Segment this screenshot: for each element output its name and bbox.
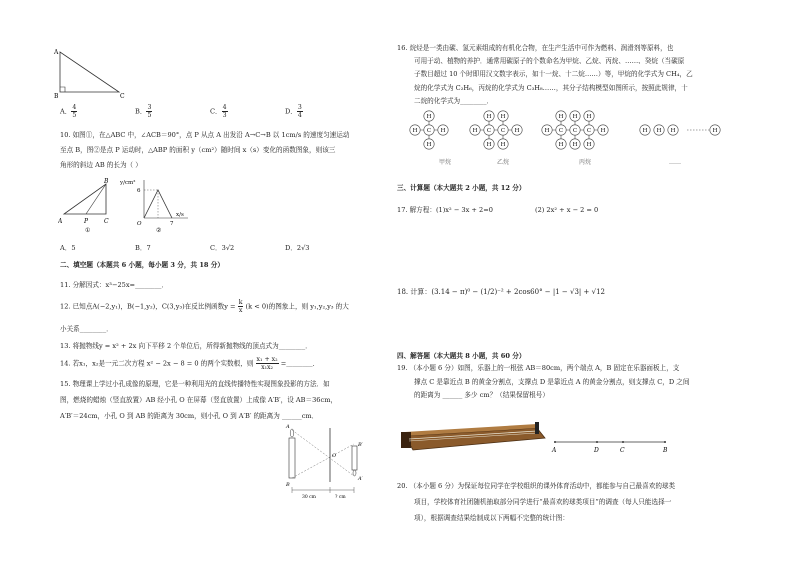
hydrogen-atom-label: H [558,114,564,120]
q18-text: 18. 计算：(3.14 − π)⁰ − (1/2)⁻² + 2cos60° − |1 − √3| + √12 [397,288,605,296]
svg-text:O: O [332,453,337,459]
q10-options [60,244,390,252]
svg-text:……: …… [669,159,681,166]
q10-option-b[interactable]: B．7 [135,244,151,252]
svg-text:7: 7 [170,221,174,227]
q15-pinhole-figure [282,424,374,500]
hydrogen-atom-label: H [572,114,578,120]
svg-text:B: B [663,447,668,454]
hydrogen-atom-label: H [544,128,550,134]
instrument-body [401,422,545,450]
svg-text:O: O [137,221,142,227]
carbon-atom-label: C [572,128,578,134]
section-4-heading: 四、解答题（本大题共 8 小题，共 60 分） [397,352,526,360]
carbon-atom-label: C [500,128,506,134]
hydrogen-atom-label: H [500,142,506,148]
q19-text: 19. （本小题 6 分）如图，乐器上的一根弦 AB＝80cm，两个端点 A，B 固定在乐器面板上，支 撑点 C 是靠近点 B 的黄金分割点，支撑点 D 是靠近点 A 的黄金分割点，则支撑点 C，D 之间 的距离为 ______ 多少 cm？（结果保留根号） [397,364,690,399]
svg-text:x/s: x/s [176,212,184,218]
q9-option-d[interactable]: D． $\frac{3}{4}$ [285,104,302,119]
q10-option-d[interactable]: D．2√3 [285,244,310,252]
hydrogen-atom-label: H [586,142,592,148]
hydrogen-atom-label: H [670,128,676,134]
hydrogen-atom-label: H [642,128,648,134]
q17-part1: 17. 解方程：(1)x² − 3x + 2=0 [397,206,493,214]
svg-text:y/cm²: y/cm² [120,180,136,186]
q11-text: 11. 分解因式：x³−25x=________． [60,281,169,289]
q10-option-c[interactable]: C．3√2 [210,244,235,252]
svg-text:甲烷: 甲烷 [439,159,452,166]
section-2-heading: 二、填空题（本题共 6 小题，每小题 3 分，共 18 分） [60,261,224,269]
hydrogen-atom-label: H [440,128,446,134]
hydrogen-atom-label: H [486,114,492,120]
svg-text:A: A [54,49,59,56]
svg-text:A: A [286,424,290,430]
q17-part2: (2) 2x² + x − 2 = 0 [535,206,599,214]
q16-text: 16. 烷烃是一类由碳、氢元素组成的有机化合物，在生产生活中可作为燃料、润滑剂等原料，也 可用于动、植物的养护．通常用碳原子的个数命名为甲烷、乙烷、丙烷、……、癸烷（当碳原 子数目超过 10 个时即用汉文数字表示，如十一烷、十二烷……）等，甲烷的化学式为 CH₄，乙 烷的化学式为 C₂H₆，丙烷的化学式为 C₃H₈……，其分子结构模型如图所示，按照此规律，十 二烷的化学式为________． [397,44,693,105]
hydrogen-atom-label: H [426,142,432,148]
q15-text: 15. 物理课上学过小孔成像的原理，它是一种利用光的直线传播特性实现图象投影的方法．如 图，燃烧的蜡烛（竖直放置）AB 经小孔 O 在屏幕（竖直放置）上成像 A′B′，设 AB＝36cm， A′B′＝24cm，小孔 O 到 AB 的距离为 30cm，则小孔 O 到 A′B′ 的距离为 ______cm． [60,380,338,420]
hydrogen-atom-label: H [514,128,520,134]
hydrogen-atom-label: H [426,114,432,120]
q16-molecule-figure [409,106,789,168]
hydrogen-atom-label: H [472,128,478,134]
svg-text:①: ① [85,227,91,234]
hydrogen-atom-label: H [572,142,578,148]
svg-text:丙烷: 丙烷 [579,159,592,166]
hydrogen-atom-label: H [600,128,606,134]
carbon-atom-label: C [586,128,592,134]
svg-text:A: A [58,218,63,225]
q19-instrument-figure [401,402,691,464]
svg-text:P: P [84,218,89,225]
hydrogen-atom-label: H [586,114,592,120]
q12-text-cont: 小关系________． [60,325,113,333]
svg-text:C: C [104,218,109,225]
q10-figure-2 [118,176,193,234]
svg-text:? cm: ? cm [335,495,346,500]
hydrogen-atom-label: H [412,128,418,134]
svg-text:A′: A′ [358,476,363,482]
q14-text: 14. 若x₁，x₂是一元二次方程 x² − 2x − 8 = 0 的两个实数根，则 $\frac{\text{x₁ + x₂}}{\text{x₁x₂}}$ =________． [60,356,320,371]
svg-text:②: ② [156,227,162,234]
hydrogen-atom-label: H [558,142,564,148]
svg-text:A: A [552,447,557,454]
q9-option-b[interactable]: B． $\frac{3}{5}$ [135,104,152,119]
q10-text: 10. 如图①，在△ABC 中，∠ACB＝90°，点 P 从点 A 出发沿 A→C→B 以 1cm/s 的速度匀速运动 至点 B，图②是点 P 运动时，△ABP 的面积 y（cm²）随时间 x（s）变化的函数图象，则该三 角形的斜边 AB 的长为（ ） [60,131,350,169]
svg-text:B: B [104,178,109,185]
q9-options [60,104,390,119]
svg-text:D: D [594,447,599,454]
carbon-atom-label: C [426,128,432,134]
section-3-heading: 三、计算题（本大题共 2 小题，共 12 分） [397,184,526,192]
hydrogen-atom-label: H [500,114,506,120]
svg-text:B′: B′ [358,442,363,448]
carbon-atom-label: C [558,128,564,134]
svg-text:B: B [286,482,290,488]
svg-text:B: B [54,93,59,100]
q9-triangle-figure [52,46,132,100]
svg-text:C: C [620,447,625,454]
q10-option-a[interactable]: A．5 [60,244,76,252]
svg-text:C: C [120,93,125,100]
right-column [397,0,794,561]
q20-text: 20. （本小题 6 分）为保证每位同学在学校组织的课外体育活动中，都能参与自己最喜欢的球类 项目，学校体育社团随机抽取部分同学进行“最喜欢的球类项目”的调查（每人只能选择一 项），根据调查结果绘制成以下两幅不完整的统计图： [397,482,676,522]
q9-option-c[interactable]: C． $\frac{4}{3}$ [210,104,227,119]
svg-text:30 cm: 30 cm [302,495,316,500]
carbon-atom-label: C [486,128,492,134]
q13-text: 13. 将抛物线y = x² + 2x 向下平移 2 个单位后，所得新抛物线的顶点式为________． [60,342,312,350]
molecule-models [410,111,720,149]
q10-figure-1 [58,176,118,234]
svg-text:乙烷: 乙烷 [497,159,510,166]
hydrogen-atom-label: H [486,142,492,148]
svg-text:6: 6 [137,188,141,194]
q9-option-a[interactable]: A． $\frac{4}{5}$ [60,104,77,119]
hydrogen-atom-label: H [656,128,662,134]
q12-text: 12. 已知点A(−2,y₁)，B(−1,y₂)，C(3,y₃)在反比例函数y = $\frac{k}{x}$ (k < 0)的图象上，则 y₁,y₂,y₃ 的大 [60,299,349,314]
hydrogen-atom-label: H [712,128,718,134]
